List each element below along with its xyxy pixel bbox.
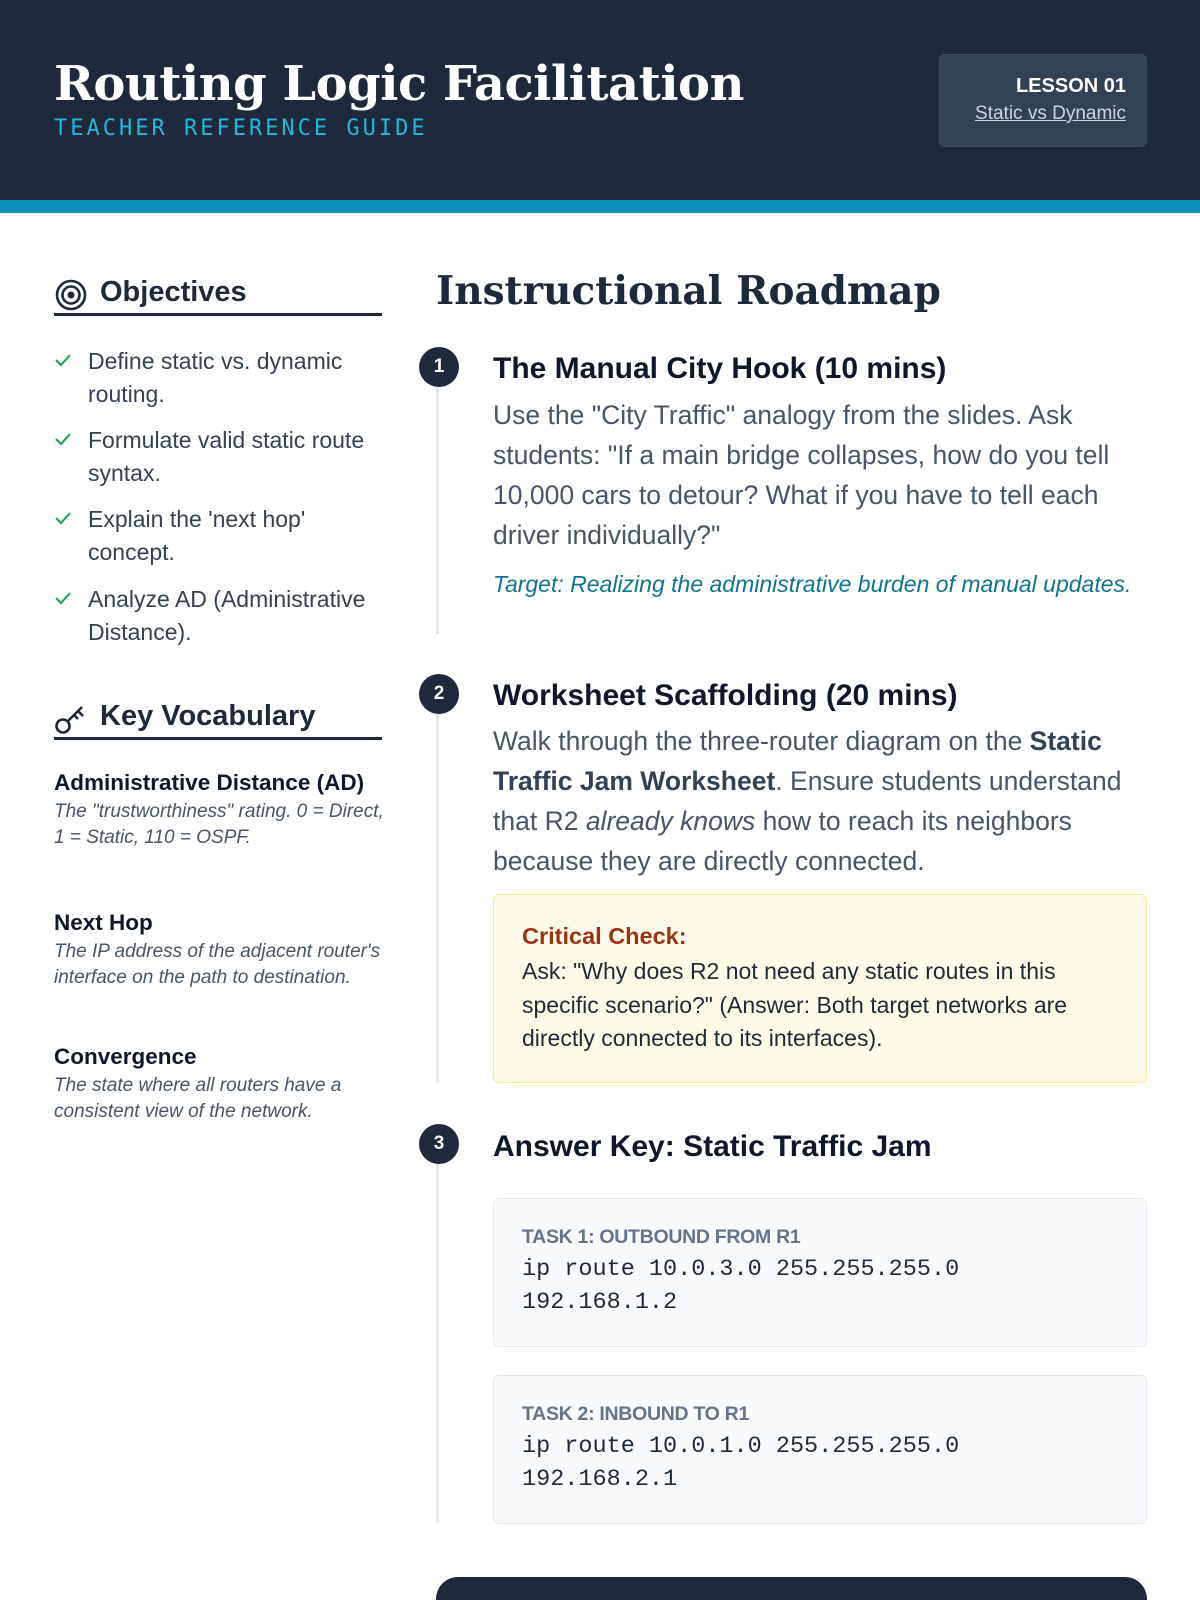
- vocabulary-definition: The "trustworthiness" rating. 0 = Direct, 1 = Static, 110 = OSPF.: [54, 801, 384, 848]
- check-icon: [54, 591, 72, 605]
- document-subtitle: TEACHER REFERENCE GUIDE: [54, 116, 428, 141]
- check-icon: [54, 353, 72, 367]
- objective-text: Explain the 'next hop' concept.: [88, 506, 306, 565]
- check-icon: [54, 511, 72, 525]
- document-title: Routing Logic Facilitation: [54, 56, 744, 112]
- objectives-heading-label: Objectives: [100, 276, 247, 308]
- step-description: Use the "City Traffic" analogy from the slides. Ask students: "If a main bridge collapses, how do you tell 10,000 cars to detour? What if you have to tell each driver individually?": [493, 400, 1110, 550]
- step-title: Answer Key: Static Traffic Jam: [493, 1130, 932, 1163]
- critical-check-title: Critical Check:: [522, 923, 687, 949]
- task-label: TASK 2: INBOUND TO R1: [522, 1403, 749, 1425]
- emphasis-text: already knows: [585, 806, 756, 836]
- objective-text: Define static vs. dynamic routing.: [88, 348, 343, 407]
- critical-check-callout: [493, 894, 1147, 1083]
- roadmap-title: Instructional Roadmap: [436, 268, 941, 314]
- vocabulary-term: Convergence: [54, 1044, 197, 1069]
- header-accent-stripe: [0, 200, 1200, 213]
- vocabulary-heading-label: Key Vocabulary: [100, 700, 316, 732]
- route-command: ip route 10.0.1.0 255.255.255.0 192.168.2.1: [522, 1433, 960, 1493]
- worksheet-name: Static Traffic Jam Worksheet: [493, 726, 1102, 796]
- vocabulary-definition: The IP address of the adjacent router's interface on the path to destination.: [54, 941, 381, 988]
- check-icon: [54, 432, 72, 446]
- vocabulary-heading: [54, 696, 382, 740]
- step-target-note: Target: Realizing the administrative burden of manual updates.: [493, 571, 1132, 597]
- lesson-topic-link[interactable]: Static vs Dynamic: [975, 103, 1126, 124]
- vocabulary-term: Next Hop: [54, 910, 153, 935]
- task-label: TASK 1: OUTBOUND FROM R1: [522, 1226, 801, 1248]
- vocabulary-item: [54, 767, 384, 851]
- step-number-badge: 3: [419, 1124, 459, 1164]
- step-number-badge: 2: [419, 674, 459, 714]
- vocabulary-definition: The state where all routers have a consistent view of the network.: [54, 1075, 342, 1122]
- footer-banner: [436, 1577, 1147, 1600]
- timeline-connector: [436, 713, 439, 1083]
- lesson-number: LESSON 01: [1015, 75, 1126, 97]
- timeline-connector: [436, 386, 439, 634]
- step-title: Worksheet Scaffolding (20 mins): [493, 679, 958, 712]
- step-description-text: how to reach its neighbors because they are directly connected.: [493, 806, 1072, 876]
- objectives-heading: [54, 272, 382, 316]
- step-description: [493, 721, 1153, 881]
- route-command: ip route 10.0.3.0 255.255.255.0 192.168.1.2: [522, 1256, 960, 1316]
- step-description-text: Walk through the three-router diagram on the: [493, 726, 1030, 756]
- vocabulary-item: [54, 907, 384, 991]
- objective-text: Analyze AD (Administrative Distance).: [88, 586, 366, 645]
- answer-key-task: [493, 1375, 1147, 1524]
- key-icon: [54, 702, 88, 736]
- vocabulary-term: Administrative Distance (AD): [54, 770, 365, 795]
- page-header: [0, 0, 1200, 200]
- answer-key-task: [493, 1198, 1147, 1347]
- step-number-badge: 1: [419, 347, 459, 387]
- step-title: The Manual City Hook (10 mins): [493, 352, 947, 385]
- vocabulary-item: [54, 1041, 384, 1125]
- timeline-connector: [436, 1163, 439, 1523]
- critical-check-text: Ask: "Why does R2 not need any static routes in this specific scenario?" (Answer: Both target networks are directly connected to its interfaces).: [522, 958, 1068, 1051]
- step-description-text: . Ensure students understand that R2: [493, 766, 1122, 836]
- target-icon: [54, 278, 88, 312]
- objective-text: Formulate valid static route syntax.: [88, 427, 365, 486]
- lesson-badge: [939, 54, 1147, 147]
